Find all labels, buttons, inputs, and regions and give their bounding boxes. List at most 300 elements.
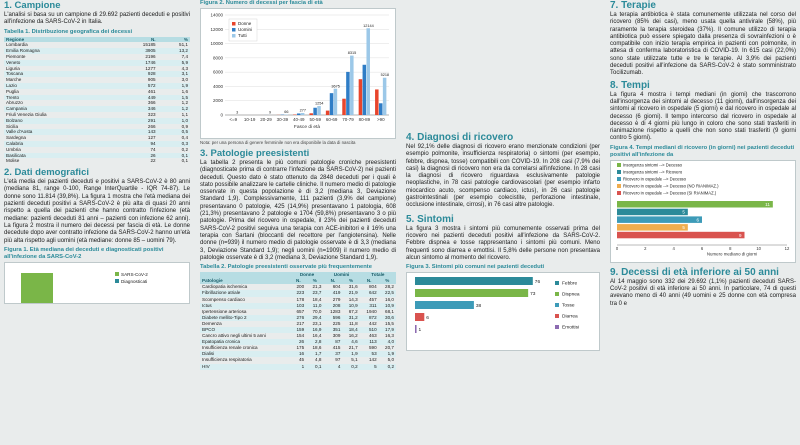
- table-cell: 872: [360, 315, 379, 321]
- figure-2-note: Nota: per una persona di genere femminile non era disponibile la data di nascita: [200, 140, 356, 145]
- bar-donne: [342, 99, 346, 115]
- table-cell: 2,8: [306, 339, 323, 345]
- data-label: 11: [765, 201, 770, 207]
- table-cell: Lombardia: [6, 42, 28, 48]
- table-cell: Calabria: [4, 141, 116, 147]
- table-cell: Puglia: [6, 88, 19, 94]
- table-cell: 113: [360, 339, 379, 345]
- legend-swatch: [232, 34, 236, 38]
- section-title-dati-demografici: 2. Dati demografici: [4, 167, 89, 179]
- table-cell: 103: [291, 303, 307, 309]
- data-label: 66: [284, 110, 289, 115]
- table-cell: 127: [147, 135, 156, 141]
- y-tick-label: 12000: [210, 26, 223, 32]
- table-cell: Friuli Venezia Giulia: [6, 111, 47, 117]
- table-cell: Insufficienza renale cronica: [202, 345, 258, 351]
- x-tick-label: 0: [615, 245, 619, 251]
- legend-swatch: [617, 177, 621, 181]
- legend-label: Ricovero in ospedale --> Decesso: [623, 176, 686, 182]
- table-cell: 225: [332, 320, 341, 326]
- x-tick-label: 6: [700, 245, 704, 251]
- data-label: 76: [534, 280, 541, 286]
- legend-label: Insorgenza sintomi --> Decesso: [623, 162, 682, 168]
- dati-demografici-text: L'età media dei pazienti deceduti e positivi a SARS-CoV-2 è 80 anni (mediana 81, range 0-100, Range InterQuartile - IQR 74-87). Le donne sono 11.814 (39,8%). La figura 1 mostra che l'età mediana dei pazienti deceduti positivi a SARS-CoV-2 è più alta di quasi 20 anni rispetto a quella dei pazienti che hanno contratto l'infezione (età mediane: pazienti deceduti 81 anni – pazienti con infezione 62 anni). La figura 2 mostra il numero dei decessi per fascia di età. Le donne decedute dopo aver contratto infezione da SARS-CoV-2 hanno un'età più alta rispetto agli uomini (età mediane: donne 85 – uomini 79).: [4, 179, 190, 244]
- table-cell: 51,1: [179, 42, 188, 48]
- diagnosi-text: Nel 92,1% delle diagnosi di ricovero erano menzionate condizioni (per esempio polmonite, insufficienza respiratoria) o sintomi (per esempio, febbre, dispnea, tosse) compatibili con COVID-19. In 208 casi (7,9% dei casi) la diagnosi di ricovero non era da correlarsi all'infezione. In 28 casi la diagnosi di ricovero riguardava esclusivamente patologie neoplastiche, in 78 casi patologie cardiovascolari (per esempio infarto miocardico acuto, scompenso cardiaco, ictus), in 26 casi patologie gastrointestinali (per esempio colecistite, perforazione intestinale, occlusione intestinale, cirrosi), in 76 casi altre patologie.: [406, 144, 600, 209]
- table-cell: 1,2: [181, 100, 188, 106]
- y-tick-label: 0: [220, 112, 223, 118]
- table-cell: Liguria: [6, 65, 20, 71]
- figure-3-chart: [407, 273, 599, 345]
- table-cell: Emilia Romagna: [4, 48, 116, 54]
- table-cell: 18,4: [312, 296, 322, 302]
- y-tick-label: 4000: [212, 83, 223, 89]
- table-cell: 291: [116, 118, 158, 124]
- legend-label: Tutti: [238, 33, 247, 38]
- bar-uomini: [313, 108, 317, 115]
- data-label: 3: [236, 110, 239, 115]
- table-cell: 68,1: [385, 308, 394, 314]
- table-1: [4, 37, 190, 165]
- table-cell: 276: [291, 315, 307, 321]
- table-cell: Veneto: [4, 60, 116, 66]
- table-cell: 16,0: [385, 296, 394, 302]
- bar-tutti: [334, 89, 338, 115]
- section-title-sintomi: 5. Sintomi: [406, 213, 454, 225]
- table-cell: 10,9: [379, 303, 396, 309]
- x-tick-label: 12: [784, 245, 790, 251]
- data-label: 6: [426, 316, 429, 322]
- table-cell: 1,1: [181, 111, 188, 117]
- table-2-caption: Tabella 2. Patologie preesistenti osservate più frequentemente: [200, 264, 372, 271]
- table-cell: 10,9: [342, 303, 359, 309]
- data-label: 12144: [363, 23, 374, 28]
- legend-swatch: [555, 281, 559, 285]
- table-cell: 1,7: [306, 351, 323, 357]
- table-cell: 0,1: [181, 158, 188, 164]
- table-cell: 366: [147, 100, 156, 106]
- table-cell: Piemonte: [6, 53, 26, 59]
- table-cell: 0,2: [342, 364, 359, 370]
- table-cell: 3,1: [158, 71, 190, 77]
- table-cell: Cardiopatia ischemica: [202, 284, 248, 290]
- legend-swatch: [115, 272, 119, 276]
- table-cell: 415: [332, 345, 341, 351]
- table-cell: HIV: [200, 364, 291, 370]
- table-cell: 604: [332, 284, 341, 290]
- legend-swatch: [555, 292, 559, 296]
- x-tick-label: 80-89: [358, 117, 371, 122]
- table-cell: 4,8: [315, 357, 322, 363]
- x-tick-label: 70-79: [342, 117, 354, 122]
- table-cell: 0,1: [306, 364, 323, 370]
- table-cell: 0,9: [181, 123, 188, 129]
- table-cell: Cancro attivo negli ultimi 5 anni: [202, 333, 266, 339]
- table-cell: Demenza: [202, 320, 222, 326]
- table-cell: 17,9: [379, 327, 396, 333]
- table-cell: 20,7: [385, 345, 394, 351]
- table-cell: 419: [323, 290, 342, 296]
- figure-4-caption: Figura 4. Tempi mediani di ricovero (in giorni) nei pazienti deceduti positivi all'infezione da: [610, 144, 795, 158]
- table-cell: Sardegna: [6, 135, 26, 141]
- table-cell: 323: [147, 111, 156, 117]
- table-2: [200, 272, 396, 370]
- table-cell: 1,6: [181, 88, 188, 94]
- bar-tutti: [350, 56, 354, 115]
- table-cell: 18,4: [342, 327, 359, 333]
- table-cell: Sicilia: [6, 123, 18, 129]
- bar-uomini: [379, 103, 383, 115]
- table-cell: Fibrillazione atriale: [200, 290, 291, 296]
- chart-legend: [229, 19, 257, 41]
- table-cell: Scompenso cardiaco: [202, 296, 245, 302]
- bar: [617, 208, 688, 215]
- table-row: [200, 364, 396, 370]
- legend-swatch: [232, 28, 236, 32]
- table-cell: 279: [332, 296, 341, 302]
- table-cell: 4,6: [342, 339, 359, 345]
- table-header-cell: N.: [291, 278, 307, 284]
- table-cell: 0,1: [158, 153, 190, 159]
- legend-label: Dispnea: [562, 292, 580, 298]
- figure-1-caption: Figura 1. Età mediana dei deceduti e diagnosticati positivi all'infezione da SARS-CoV-2: [4, 246, 164, 260]
- table-cell: Epatopatia cronica: [200, 339, 291, 345]
- legend-label: Ricovero in ospedale --> Decesso (NO RIANIMAZ.): [623, 183, 719, 189]
- table-cell: 142: [368, 357, 377, 363]
- decessi-50-text: Al 14 maggio sono 332 dei 29.692 (1,1%) pazienti deceduti SARS-CoV-2 positivi di età inferiore ai 50 anni. In particolare, 74 di questi avevano meno di 40 anni (49 uomini e 25 donne con età compresa tra 0 e: [610, 278, 796, 307]
- table-cell: 223: [291, 290, 307, 296]
- data-label: 5: [682, 224, 685, 230]
- y-tick-label: 2000: [212, 98, 223, 104]
- table-cell: 1: [291, 364, 307, 370]
- data-label: 38: [475, 304, 482, 310]
- x-tick-label: 10-19: [243, 117, 256, 122]
- table-cell: 0,3: [158, 141, 190, 147]
- table-cell: 5,0: [387, 357, 394, 363]
- table-cell: 311: [360, 303, 379, 309]
- figure-4-chart: [611, 161, 795, 257]
- table-cell: 1,9: [379, 351, 396, 357]
- section-title-patologie: 3. Patologie preesistenti: [200, 148, 310, 159]
- table-cell: 26: [291, 339, 307, 345]
- table-cell: 16: [291, 351, 307, 357]
- table-cell: 22,5: [379, 290, 396, 296]
- table-cell: 928: [116, 71, 158, 77]
- table-cell: Abruzzo: [6, 100, 23, 106]
- table-cell: 29,4: [306, 315, 323, 321]
- table-cell: 97: [335, 357, 341, 363]
- x-tick-label: 2: [644, 245, 647, 251]
- table-cell: 31,6: [348, 284, 358, 290]
- x-tick-label: 60-69: [325, 117, 338, 122]
- data-label: 9: [738, 232, 742, 238]
- campione-text: L'analisi si basa su un campione di 29.692 pazienti deceduti e positivi all'infezione da SARS-CoV-2 in Italia.: [4, 12, 190, 26]
- table-cell: 1,9: [342, 351, 359, 357]
- table-cell: Toscana: [4, 71, 116, 77]
- bar-uomini: [330, 93, 334, 115]
- bar-tosse: [415, 301, 474, 309]
- table-cell: 87: [323, 339, 342, 345]
- table-cell: 143: [116, 129, 158, 135]
- figure-4-box: [610, 160, 796, 263]
- figure-1-box: [4, 262, 190, 304]
- table-cell: 94: [116, 141, 158, 147]
- table-cell: 200: [296, 284, 305, 290]
- table-cell: 1277: [145, 65, 156, 71]
- table-cell: Umbria: [6, 146, 21, 152]
- table-cell: 14,3: [348, 296, 358, 302]
- bar: [617, 216, 702, 223]
- bar-febbre: [415, 277, 533, 285]
- column-2: [200, 0, 396, 445]
- table-header-cell: N.: [116, 37, 158, 43]
- table-cell: 1,2: [158, 106, 190, 112]
- sintomi-text: La figura 3 mostra i sintomi più comunemente osservati prima del ricovero nei pazienti deceduti positivi all'infezione da SARS-CoV-2. Febbre dispnea e tosse rappresentano i sintomi più comuni. Meno frequenti sono diarrea e emottisi. Il 5,8% delle persone non presentava alcun sintomo al momento del ricovero.: [406, 225, 600, 261]
- table-cell: 208: [323, 303, 342, 309]
- x-tick-label: 30-39: [276, 117, 289, 122]
- table-header-cell: N.: [360, 278, 379, 284]
- table-cell: 21,9: [342, 290, 359, 296]
- figure-2-box: [200, 8, 396, 139]
- table-cell: 1,0: [158, 118, 190, 124]
- table-cell: 18,6: [312, 345, 322, 351]
- table-cell: 1283: [330, 308, 341, 314]
- patologie-text: La tabella 2 presenta le più comuni patologie croniche preesistenti (diagnosticate prima di contrarre l'infezione da SARS-CoV-2) nei pazienti deceduti. Questo dato è stato ottenuto da 2848 deceduti per i quali è stato possibile analizzare le cartelle cliniche. Il numero medio di patologie osservate in questa popolazione è di 3,2 (mediana 3, Deviazione Standard 1,9). Complessivamente, 111 pazienti (3,9% del campione) presentavano 0 patologie, 425 (14,9%) presentavano 1 patologia, 608 (21,3%) presentavano 2 patologie e 1704 (59,8%) presentavano 3 o più patologie. Prima del ricovero in ospedale, il 23% dei pazienti deceduti SARS-CoV-2 positivi seguiva una terapia con ACE-inibitori e il 16% una terapia con Sartani (bloccanti del recettore per l'angiotensina). Nelle donne (n=939) il numero medio di patologie osservate è di 3,3 (mediana 3, Deviazione Standard 1,9); negli uomini (n=1909) il numero medio di patologie osservate è di 3,2 (mediana 3, Deviazione Standard 1,9).: [200, 160, 396, 261]
- table-cell: 463: [368, 333, 377, 339]
- table-cell: 1940: [366, 308, 377, 314]
- table-header-cell: N.: [323, 278, 342, 284]
- table-cell: 175: [296, 345, 305, 351]
- table-cell: 4: [323, 364, 342, 370]
- section-title-diagnosi: 4. Diagnosi di ricovero: [406, 132, 514, 143]
- legend-label: Uomini: [238, 27, 253, 32]
- table-cell: Basilicata: [4, 153, 116, 159]
- legend-label: Tosse: [562, 303, 575, 309]
- legend-label: Insorgenza sintomi --> Ricovero: [623, 169, 683, 175]
- table-cell: 217: [296, 320, 305, 326]
- legend-label: Donne: [238, 21, 252, 26]
- y-tick-label: 6000: [212, 69, 223, 75]
- x-tick-label: >90: [376, 117, 385, 122]
- legend-swatch: [232, 22, 236, 26]
- data-label: 6: [696, 217, 699, 223]
- table-cell: Ictus: [200, 303, 291, 309]
- section-title-tempi: 8. Tempi: [610, 79, 650, 91]
- legend-swatch: [617, 170, 621, 174]
- table-cell: 3905: [116, 48, 158, 54]
- table-cell: 23,1: [312, 320, 322, 326]
- table-cell: 22: [150, 158, 156, 164]
- bar-donne: [375, 89, 379, 115]
- table-cell: 572: [116, 83, 158, 89]
- table-cell: 2196: [145, 53, 156, 59]
- legend-swatch: [555, 303, 559, 307]
- bar-tutti: [366, 28, 370, 115]
- table-header-cell: %: [306, 278, 323, 284]
- data-label: 3675: [331, 84, 340, 89]
- table-cell: 11,0: [306, 303, 323, 309]
- table-cell: 159: [291, 327, 307, 333]
- table-row: [4, 158, 190, 164]
- legend-label: Diagnosticati: [121, 278, 148, 284]
- table-cell: 31,2: [342, 315, 359, 321]
- table-cell: 5,9: [158, 60, 190, 66]
- legend-swatch: [555, 314, 559, 318]
- table-cell: 4,3: [181, 65, 188, 71]
- figure-3-caption: Figura 3. Sintomi più comuni nei pazienti deceduti: [406, 264, 545, 271]
- table-cell: 23,7: [306, 290, 323, 296]
- figure-1-legend: [115, 271, 148, 285]
- column-4: [610, 0, 796, 445]
- figure-3-box: [406, 272, 600, 351]
- table-cell: 461: [147, 88, 156, 94]
- bar: [617, 232, 745, 239]
- table-cell: 16,3: [385, 333, 394, 339]
- data-label: 5218: [380, 73, 390, 78]
- x-axis-label: Fasce di età: [293, 125, 321, 130]
- x-tick-label: 50-59: [309, 117, 321, 122]
- table-cell: 45: [299, 357, 305, 363]
- section-title-decessi-50: 9. Decessi di età inferiore ai 50 anni: [610, 266, 779, 278]
- tempi-text: La figura 4 mostra i tempi mediani (in giorni) che trascorrono dall'insorgenza dei sintomi al decesso (11 giorni), dall'insorgenza dei sintomi al ricovero in ospedale (5 giorni) e dal ricovero in ospedale al decesso (6 giorni). Il tempo intercorso dal ricovero in ospedale al decesso è di 4 giorni più lungo in coloro che sono stati trasferiti in rianimazione rispetto a quelli che non sono stati trasferiti (9 giorni contro 5 giorni).: [610, 91, 796, 142]
- table-cell: 28,2: [385, 284, 394, 290]
- figure-2-caption: Figura 2. Numero di decessi per fascia di età: [200, 0, 323, 6]
- table-cell: 5: [360, 364, 379, 370]
- table-cell: 4,0: [379, 339, 396, 345]
- data-label: 73: [530, 292, 536, 298]
- table-cell: 21,7: [348, 345, 358, 351]
- x-tick-label: 4: [672, 245, 675, 251]
- x-tick-label: 40-49: [293, 117, 305, 122]
- table-cell: 11,8: [349, 320, 358, 326]
- table-cell: 1746: [116, 60, 158, 66]
- table-cell: 457: [368, 296, 377, 302]
- table-cell: 905: [147, 77, 156, 83]
- table-cell: 804: [368, 284, 377, 290]
- table-cell: 3,0: [181, 77, 188, 83]
- bar-uomini: [363, 65, 367, 115]
- table-cell: 5,1: [351, 357, 358, 363]
- legend-label: Diarrea: [562, 314, 578, 320]
- column-1: [4, 0, 190, 445]
- table-cell: BPCO: [200, 327, 291, 333]
- table-cell: 351: [323, 327, 342, 333]
- x-tick-label: 20-29: [260, 117, 272, 122]
- table-cell: 0,2: [379, 364, 396, 370]
- column-3: [406, 0, 600, 445]
- table-cell: 1,9: [158, 83, 190, 89]
- table-header-cell: Patologie: [200, 278, 291, 284]
- table-header-cell: %: [158, 37, 190, 43]
- table-1-caption: Tabella 1. Distribuzione geografica dei decessi: [4, 28, 133, 35]
- table-header-cell: %: [342, 278, 359, 284]
- table-cell: 1,5: [158, 95, 190, 101]
- data-label: 8315: [347, 51, 357, 56]
- bar-emottisi: [415, 325, 417, 333]
- x-tick-label: <=9: [229, 117, 238, 122]
- bar: [617, 201, 773, 208]
- table-cell: 178: [296, 296, 305, 302]
- table-cell: 590: [368, 345, 377, 351]
- table-cell: 449: [116, 95, 158, 101]
- legend-label: Febbre: [562, 281, 578, 287]
- table-cell: 37: [323, 351, 342, 357]
- table-cell: 266: [147, 123, 156, 129]
- table-cell: 154: [296, 333, 305, 339]
- table-cell: 309: [332, 333, 341, 339]
- table-cell: 596: [323, 315, 342, 321]
- figure-2-chart: [201, 9, 395, 133]
- figure-1-bar: [21, 273, 53, 303]
- legend-swatch: [555, 325, 559, 329]
- x-tick-label: 10: [756, 245, 762, 251]
- table-header-cell: %: [379, 278, 396, 284]
- table-cell: Marche: [6, 77, 22, 83]
- bar-dispnea: [415, 289, 528, 297]
- bar-tutti: [383, 78, 387, 115]
- table-cell: Trento: [4, 95, 116, 101]
- bar-uomini: [297, 113, 301, 115]
- table-cell: 70,0: [312, 308, 322, 314]
- section-title-terapie: 7. Terapie: [610, 0, 656, 11]
- legend-swatch: [617, 191, 621, 195]
- y-tick-label: 10000: [210, 41, 223, 47]
- legend-label: Emottisi: [562, 325, 580, 331]
- table-cell: Molise: [6, 158, 20, 164]
- legend-swatch: [115, 279, 119, 283]
- bar-donne: [326, 111, 330, 115]
- table-cell: 67,2: [348, 308, 358, 314]
- table-cell: Dialisi: [200, 351, 291, 357]
- table-header-cell: Regione: [4, 37, 116, 43]
- data-label: 1: [418, 328, 422, 334]
- table-cell: 7,4: [181, 53, 188, 59]
- section-title-campione: 1. Campione: [4, 0, 61, 11]
- table-cell: Campania: [4, 106, 116, 112]
- x-tick-label: 8: [729, 245, 732, 251]
- group-header: Donne: [291, 272, 324, 278]
- terapie-text: La terapia antibiotica è stata comunemente utilizzata nel corso del ricovero (85% dei casi), meno usata quella antivirale (58%), più raramente la terapia steroidea (37%). Il comune utilizzo di terapia antibiotica può essere spiegato dalla presenza di sovrainfezioni o è compatibile con inizio terapia empirica in pazienti con polmonite, in attesa di conferma laboratoristica di COVID-19. In 615 casi (22,0%) sono state utilizzate tutte e tre le terapie. Al 3,9% dei pazienti deceduti positivi all'infezione da SARS-CoV-2 è stato somministrato Tocilizumab.: [610, 12, 796, 77]
- table-cell: 16,9: [306, 327, 323, 333]
- table-cell: Bolzano: [4, 118, 116, 124]
- y-tick-label: 14000: [210, 12, 223, 18]
- bar: [617, 224, 688, 231]
- table-cell: Ipertensione arteriosa: [202, 308, 247, 314]
- table-cell: 16,4: [312, 333, 322, 339]
- table-cell: 657: [296, 308, 305, 314]
- table-cell: 53: [360, 351, 379, 357]
- bar-donne: [309, 113, 313, 115]
- table-cell: Lazio: [4, 83, 116, 89]
- table-cell: 346: [116, 106, 158, 112]
- bar-donne: [359, 79, 363, 115]
- bar-tutti: [301, 113, 305, 115]
- table-cell: 26: [116, 153, 158, 159]
- table-cell: 13,2: [158, 48, 190, 54]
- bar-tutti: [317, 106, 321, 115]
- table-cell: 16,2: [348, 333, 358, 339]
- table-cell: Insufficienza respiratoria: [202, 357, 252, 363]
- table-cell: Valle d'Aosta: [4, 129, 116, 135]
- y-tick-label: 8000: [212, 55, 223, 61]
- x-axis-label: Numero mediano di giorni: [706, 251, 758, 257]
- data-label: 1254: [314, 101, 324, 106]
- group-header: Uomini: [323, 272, 359, 278]
- group-header: Totale: [360, 272, 396, 278]
- table-row: [200, 309, 396, 315]
- table-cell: 0,2: [181, 146, 188, 152]
- legend-label: SARS-CoV-2: [121, 271, 148, 277]
